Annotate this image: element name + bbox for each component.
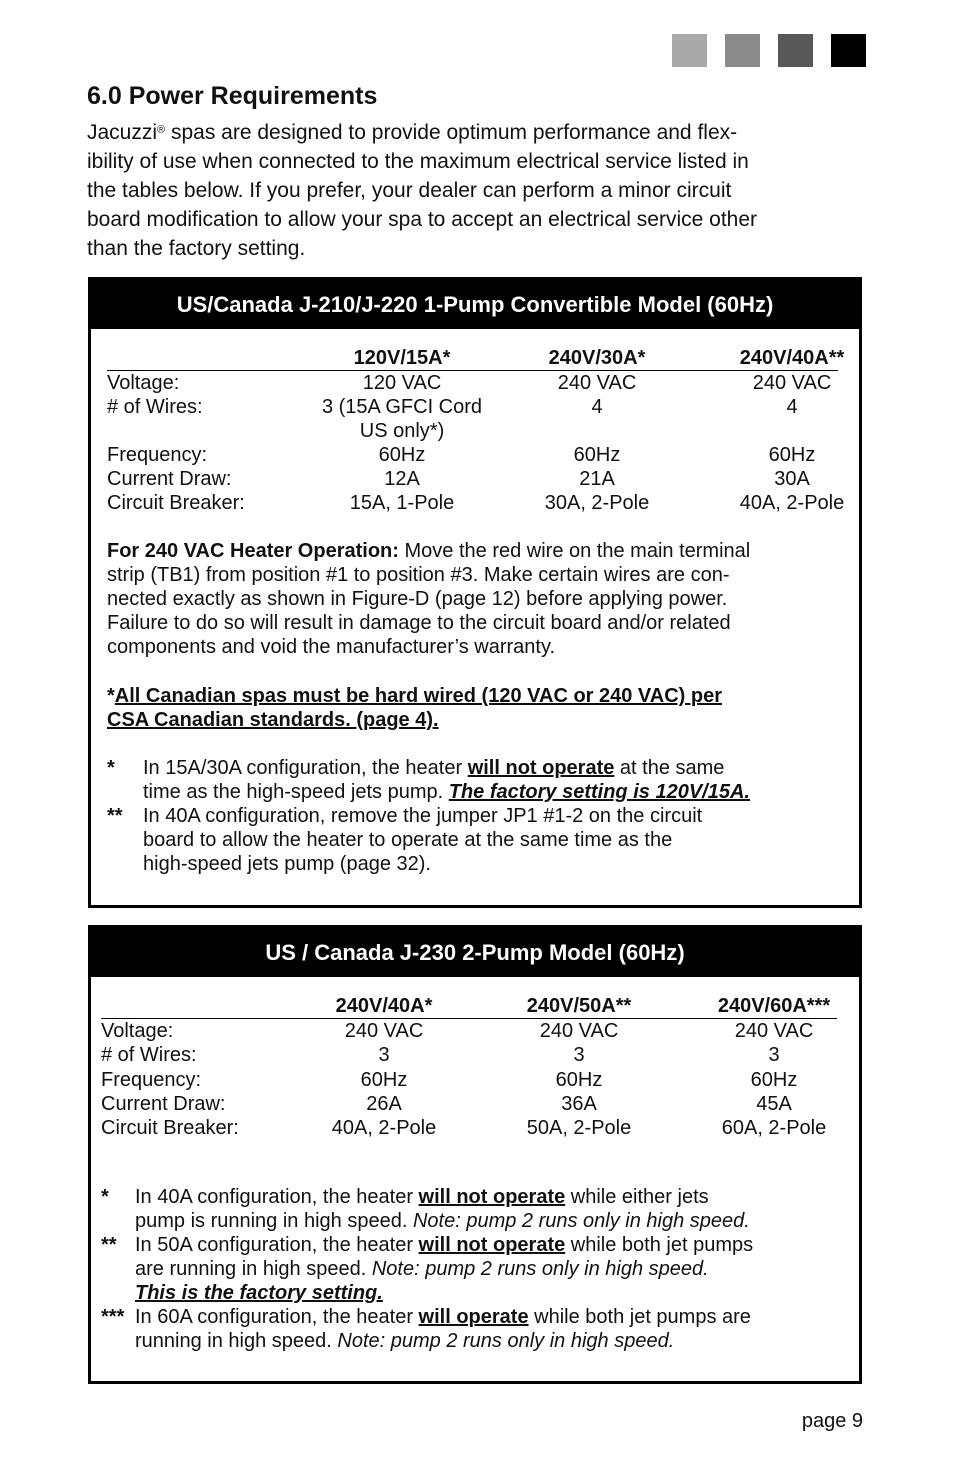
note-text: while both jet pumps are [528,1306,751,1328]
note-text: while both jet pumps [565,1234,754,1256]
table1-col-header-2: 240V/30A* [548,347,646,369]
section-title: 6.0 Power Requirements [87,82,378,110]
header-square-2 [725,34,760,67]
intro-line-2: ibility of use when connected to the maximum electrical service listed in [87,150,749,173]
brand-name: Jacuzzi [87,121,158,144]
canada-line-2: CSA Canadian standards. (page 4). [107,709,439,731]
note-italic: Note: pump 2 runs only in high speed. [412,1210,750,1232]
table2-cell: 3 [378,1044,390,1066]
footnote-marker: ** [101,1234,117,1256]
table2-cell: 3 [573,1044,585,1066]
footnote-marker: * [101,1186,109,1208]
table2-row-label: Current Draw: [101,1093,226,1115]
heater-line-1: Move the red wire on the main terminal [398,540,751,562]
table1-cell: 60Hz [378,444,426,466]
intro-line-3: the tables below. If you prefer, your dealer can perform a minor circuit [87,179,732,202]
table1-col-header-1: 120V/15A* [353,347,451,369]
table1-cell: 30A, 2-Pole [544,492,650,514]
footnote-marker: ** [107,805,123,827]
table1-row-label: Frequency: [107,444,208,466]
table2-col-header-1: 240V/40A* [335,995,433,1017]
table2-col-header-3: 240V/60A*** [717,995,831,1017]
note-text: In 50A configuration, the heater [135,1234,419,1256]
header-square-4 [831,34,866,67]
note-text: In 15A/30A configuration, the heater [143,757,468,779]
table2-cell: 240 VAC [344,1020,424,1042]
table2-row-label: # of Wires: [101,1044,197,1066]
table1-cell: 60Hz [768,444,816,466]
table1-title: US/Canada J-210/J-220 1-Pump Convertible Model (60Hz) [91,280,859,329]
table1-cell: 240 VAC [752,372,832,394]
canada-line-1: All Canadian spas must be hard wired (120 VAC or 240 VAC) per [114,685,723,707]
heater-line-4: Failure to do so will result in damage to the circuit board and/or related [107,612,731,634]
note-text: In 40A configuration, remove the jumper JP1 #1-2 on the circuit [143,805,703,827]
heater-paragraph [107,539,857,659]
table2-cell: 45A [756,1093,792,1115]
factory-setting: The factory setting is 120V/15A. [448,781,750,803]
footnote-marker: *** [101,1306,125,1328]
page-number: page 9 [801,1410,863,1432]
table2-cell: 60Hz [360,1069,408,1091]
note-text: In 40A configuration, the heater [135,1186,419,1208]
heater-line-3: nected exactly as shown in Figure-D (page 12) before applying power. [107,588,728,610]
note-emphasis: will not operate [418,1186,566,1208]
table1-box [88,277,862,908]
table1-cell: 40A, 2-Pole [739,492,845,514]
table1-row-label: Current Draw: [107,468,232,490]
table2-cell: 240 VAC [734,1020,814,1042]
header-square-3 [778,34,813,67]
note-emphasis: will not operate [467,757,615,779]
table2-title: US / Canada J-230 2-Pump Model (60Hz) [91,928,859,977]
table2-cell: 50A, 2-Pole [526,1117,632,1139]
table1-cell: 60Hz [573,444,621,466]
note-text: board to allow the heater to operate at the same time as the [143,829,673,851]
table1-row-label: Voltage: [107,372,180,394]
intro-line-1: spas are designed to provide optimum performance and flex- [165,121,738,144]
note-italic: Note: pump 2 runs only in high speed. [337,1330,675,1352]
table1-cell: 21A [579,468,615,490]
table2-row-label: Frequency: [101,1069,202,1091]
note-text: are running in high speed. [135,1258,372,1280]
table1-cell: 15A, 1-Pole [349,492,455,514]
heater-line-5: components and void the manufacturer’s warranty. [107,636,556,658]
table2-cell: 60Hz [555,1069,603,1091]
intro-paragraph [87,116,877,263]
table2-box [88,925,862,1384]
table2-cell: 3 [768,1044,780,1066]
heater-line-2: strip (TB1) from position #1 to position #3. Make certain wires are con- [107,564,730,586]
table2-cell: 26A [366,1093,402,1115]
note-text: time as the high-speed jets pump. [143,781,449,803]
table1-cell: 4 [786,396,798,418]
table1-row-label: Circuit Breaker: [107,492,245,514]
header-square-1 [672,34,707,67]
note-text: while either jets [565,1186,709,1208]
note-text: running in high speed. [135,1330,338,1352]
note-emphasis: will operate [418,1306,529,1328]
canada-notice [107,684,857,732]
table2-cell: 60Hz [750,1069,798,1091]
table2-row-label: Circuit Breaker: [101,1117,239,1139]
canada-star: * [107,685,115,707]
table2-row-label: Voltage: [101,1020,174,1042]
table2-cell: 40A, 2-Pole [331,1117,437,1139]
table1-row-label: # of Wires: [107,396,203,418]
heater-heading: For 240 VAC Heater Operation: [107,540,399,562]
note-text: high-speed jets pump (page 32). [143,853,431,875]
note-text: at the same [614,757,725,779]
factory-setting: This is the factory setting. [135,1282,383,1304]
table2-cell: 60A, 2-Pole [721,1117,827,1139]
table1-cell: 4 [591,396,603,418]
registered-mark: ® [157,124,166,136]
note-text: pump is running in high speed. [135,1210,413,1232]
note-emphasis: will not operate [418,1234,566,1256]
note-italic: Note: pump 2 runs only in high speed. [371,1258,709,1280]
table2-col-header-2: 240V/50A** [526,995,632,1017]
table2-cell: 240 VAC [539,1020,619,1042]
footnote-marker: * [107,757,115,779]
table1-cell: 240 VAC [557,372,637,394]
intro-line-5: than the factory setting. [87,237,306,260]
table1-cell: 120 VAC [362,372,442,394]
table1-cell: 30A [774,468,810,490]
table2-cell: 36A [561,1093,597,1115]
table1-cell: 3 (15A GFCI Cord [321,396,483,418]
table1-col-header-3: 240V/40A** [739,347,845,369]
note-text: In 60A configuration, the heater [135,1306,419,1328]
intro-line-4: board modification to allow your spa to accept an electrical service other [87,208,758,231]
table1-cell: 12A [384,468,420,490]
table1-cell: US only*) [359,420,445,442]
